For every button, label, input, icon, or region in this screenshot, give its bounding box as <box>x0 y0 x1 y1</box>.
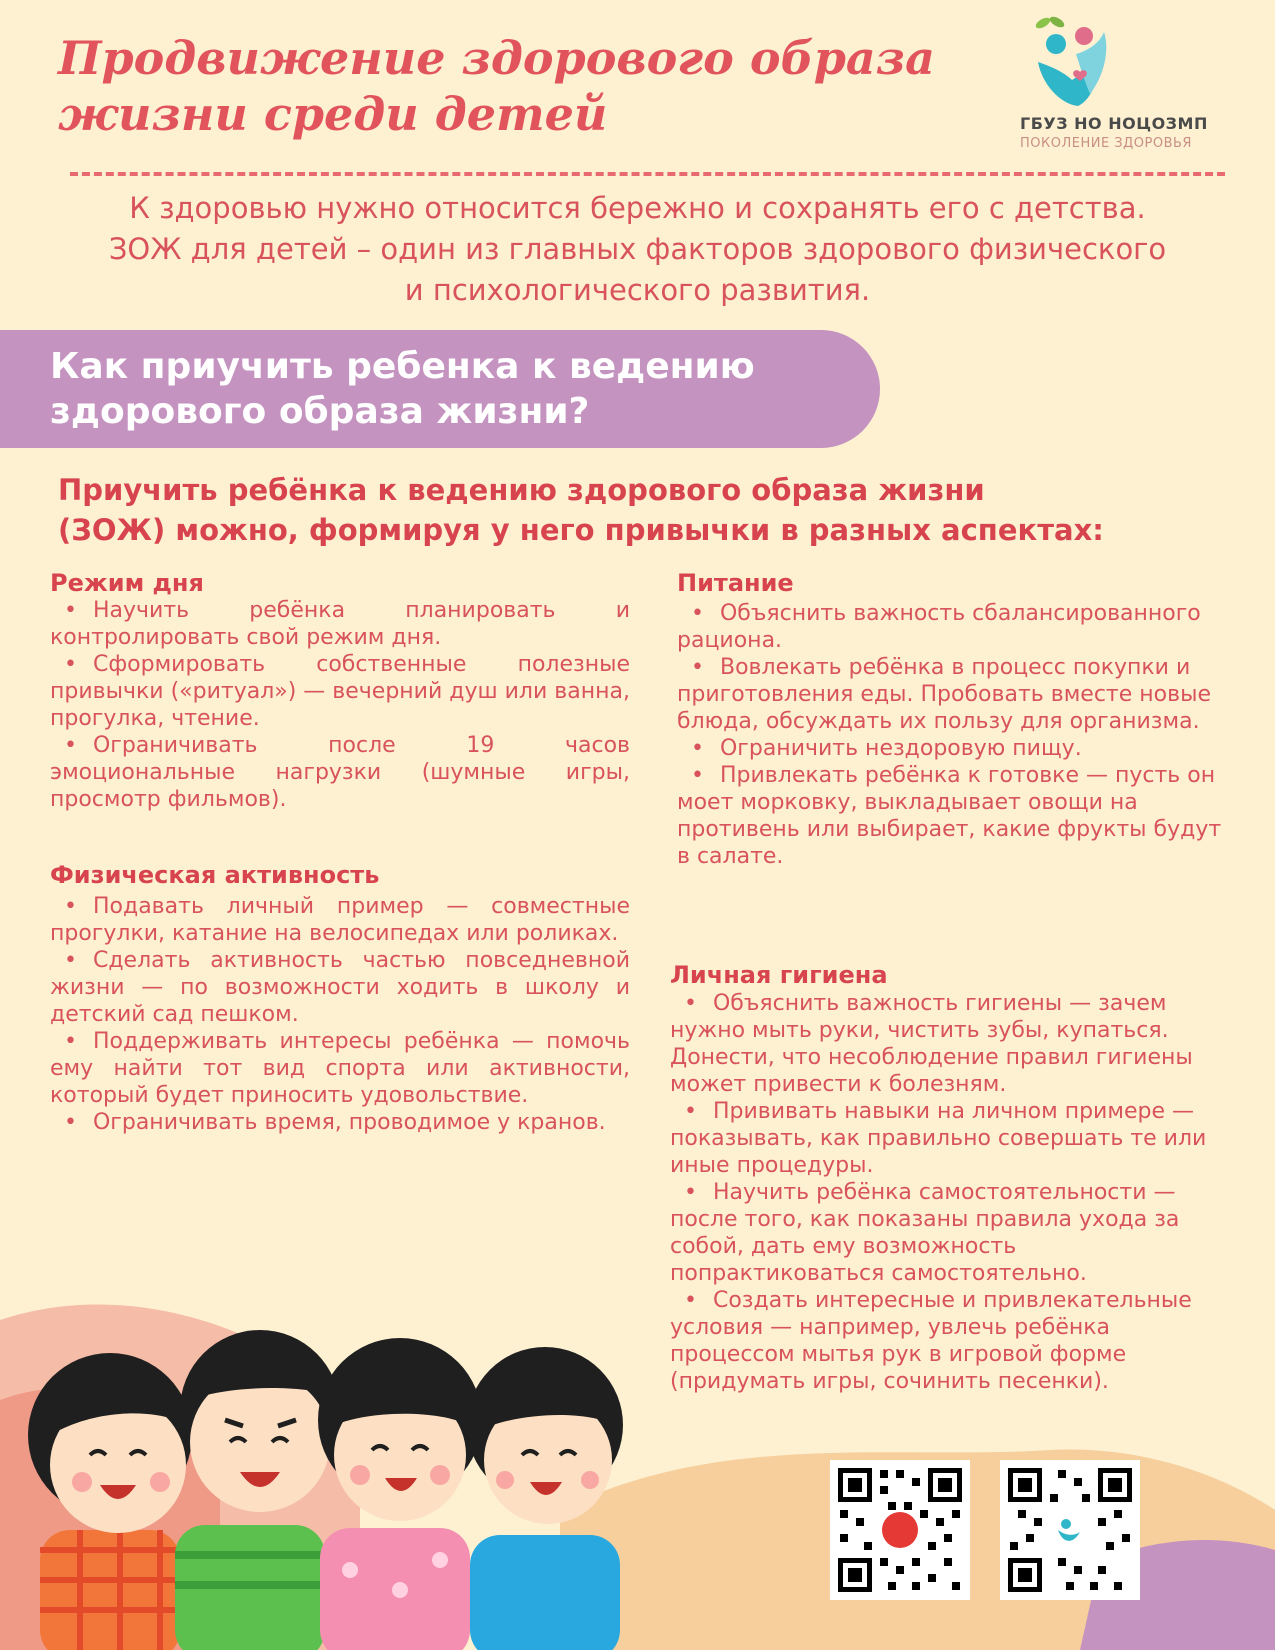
intro-line: К здоровью нужно относится бережно и сохранять его с детства. <box>129 191 1146 225</box>
list-item: • Привлекать ребёнка к готовке — пусть он моет морковку, выкладывает овощи на противень или выбирает, какие фрукты будут в салате. <box>677 762 1232 870</box>
banner-line: Как приучить ребенка к ведению <box>50 346 755 387</box>
list-item: • Ограничить нездоровую пищу. <box>677 735 1232 762</box>
intro-line: ЗОЖ для детей – один из главных факторов здорового физического <box>108 232 1167 266</box>
logo-subtitle: ПОКОЛЕНИЕ ЗДОРОВЬЯ <box>1020 136 1192 151</box>
section-title-regime: Режим дня <box>50 569 204 597</box>
section-title-hygiene: Личная гигиена <box>670 961 888 989</box>
title-line: жизни среди детей <box>58 87 608 141</box>
dashed-divider <box>70 172 1225 176</box>
list-item: • Научить ребёнка самостоятельности — после того, как показаны правила ухода за собой, дать ему возможность попрактиковаться самостоятельно. <box>670 1179 1230 1287</box>
question-banner <box>0 330 880 448</box>
banner-line: здорового образа жизни? <box>50 391 590 432</box>
section-title-activity: Физическая активность <box>50 861 380 889</box>
list-item: • Объяснить важность гигиены — зачем нужно мыть руки, чистить зубы, купаться. Донести, что несоблюдение правил гигиены может привести к болезням. <box>670 990 1230 1098</box>
section-activity-list <box>50 893 630 1136</box>
intro-text <box>40 188 1235 311</box>
qr-code[interactable] <box>830 1460 970 1600</box>
list-item: • Прививать навыки на личном примере — показывать, как правильно совершать те или иные процедуры. <box>670 1098 1230 1179</box>
list-item: • Поддерживать интересы ребёнка — помочь ему найти тот вид спорта или активности, который будет приносить удовольствие. <box>50 1028 630 1109</box>
qr-code[interactable] <box>1000 1460 1140 1600</box>
list-item: • Научить ребёнка планировать и контролировать свой режим дня. <box>50 597 630 651</box>
section-nutrition-list <box>677 600 1232 870</box>
organization-logo <box>1020 14 1235 154</box>
list-item: • Сформировать собственные полезные привычки («ритуал») — вечерний душ или ванна, прогулка, чтение. <box>50 651 630 732</box>
list-item: • Ограничивать время, проводимое у кранов. <box>50 1109 630 1136</box>
title-line: Продвижение здорового образа <box>58 31 935 85</box>
list-item: • Подавать личный пример — совместные прогулки, катание на велосипедах или роликах. <box>50 893 630 947</box>
lead-line: (ЗОЖ) можно, формируя у него привычки в разных аспектах: <box>58 513 1104 547</box>
list-item: • Создать интересные и привлекательные условия — например, увлечь ребёнка процессом мытья рук в игровой форме (придумать игры, сочинить песенки). <box>670 1287 1230 1395</box>
section-regime-list <box>50 597 630 813</box>
list-item: • Сделать активность частью повседневной жизни — по возможности ходить в школу и детский сад пешком. <box>50 947 630 1028</box>
family-emblem-icon <box>1020 14 1235 114</box>
list-item: • Ограничивать после 19 часов эмоциональные нагрузки (шумные игры, просмотр фильмов). <box>50 732 630 813</box>
banner-title <box>50 344 870 434</box>
intro-line: и психологического развития. <box>404 273 871 307</box>
section-title-nutrition: Питание <box>677 569 794 597</box>
list-item: • Объяснить важность сбалансированного рациона. <box>677 600 1232 654</box>
list-item: • Вовлекать ребёнка в процесс покупки и приготовления еды. Пробовать вместе новые блюда, обсуждать их пользу для организма. <box>677 654 1232 735</box>
lead-line: Приучить ребёнка к ведению здорового образа жизни <box>58 473 985 507</box>
lead-paragraph <box>58 470 1238 550</box>
logo-name: ГБУЗ НО НОЦОЗМП <box>1020 114 1208 133</box>
poster-title <box>58 30 958 142</box>
